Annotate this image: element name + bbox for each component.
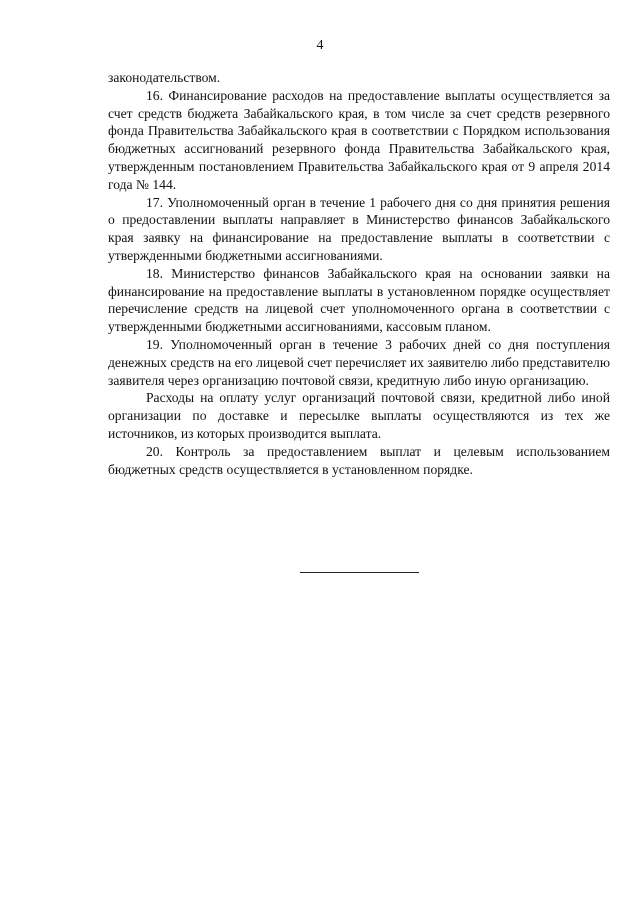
document-body bbox=[108, 69, 610, 478]
paragraph-16: 16. Финансирование расходов на предоставление выплаты осуществляется за счет средств бюджета Забайкальского края, в том числе за счет средств резервного фонда Правительства Забайкальского края в соответствии с Порядком использования бюджетных ассигнований резервного фонда Правительства Забайкальского края, утвержденным постановлением Правительства Забайкальского края от 9 апреля 2014 года № 144. bbox=[108, 87, 610, 192]
paragraph-18: 18. Министерство финансов Забайкальского края на основании заявки на финансирование на предоставление выплаты в установленном порядке осуществляет перечисление средств на лицевой счет уполномоченного органа в соответствии с утвержденными бюджетными ассигнованиями, кассовым планом. bbox=[108, 265, 610, 335]
paragraph-17: 17. Уполномоченный орган в течение 1 рабочего дня со дня принятия решения о предоставлении выплаты направляет в Министерство финансов Забайкальского края заявку на финансирование на предоставление выплаты в соответствии с утвержденными бюджетными ассигнованиями. bbox=[108, 194, 610, 263]
closing-divider-line bbox=[300, 572, 419, 573]
paragraph-20: 20. Контроль за предоставлением выплат и целевым использованием бюджетных средств осуществляется в установленном порядке. bbox=[108, 443, 610, 477]
paragraph-continuation: законодательством. bbox=[108, 70, 221, 85]
paragraph-19-expenses: Расходы на оплату услуг организаций почтовой связи, кредитной либо иной организации по доставке и пересылке выплаты осуществляются из тех же источников, из которых производится выплата. bbox=[108, 390, 610, 441]
page-number: 4 bbox=[316, 38, 324, 53]
paragraph-19: 19. Уполномоченный орган в течение 3 рабочих дней со дня поступления денежных средств на его лицевой счет перечисляет их заявителю либо представителю заявителя через организацию почтовой связи, кредитную либо иную организацию. bbox=[108, 336, 610, 388]
